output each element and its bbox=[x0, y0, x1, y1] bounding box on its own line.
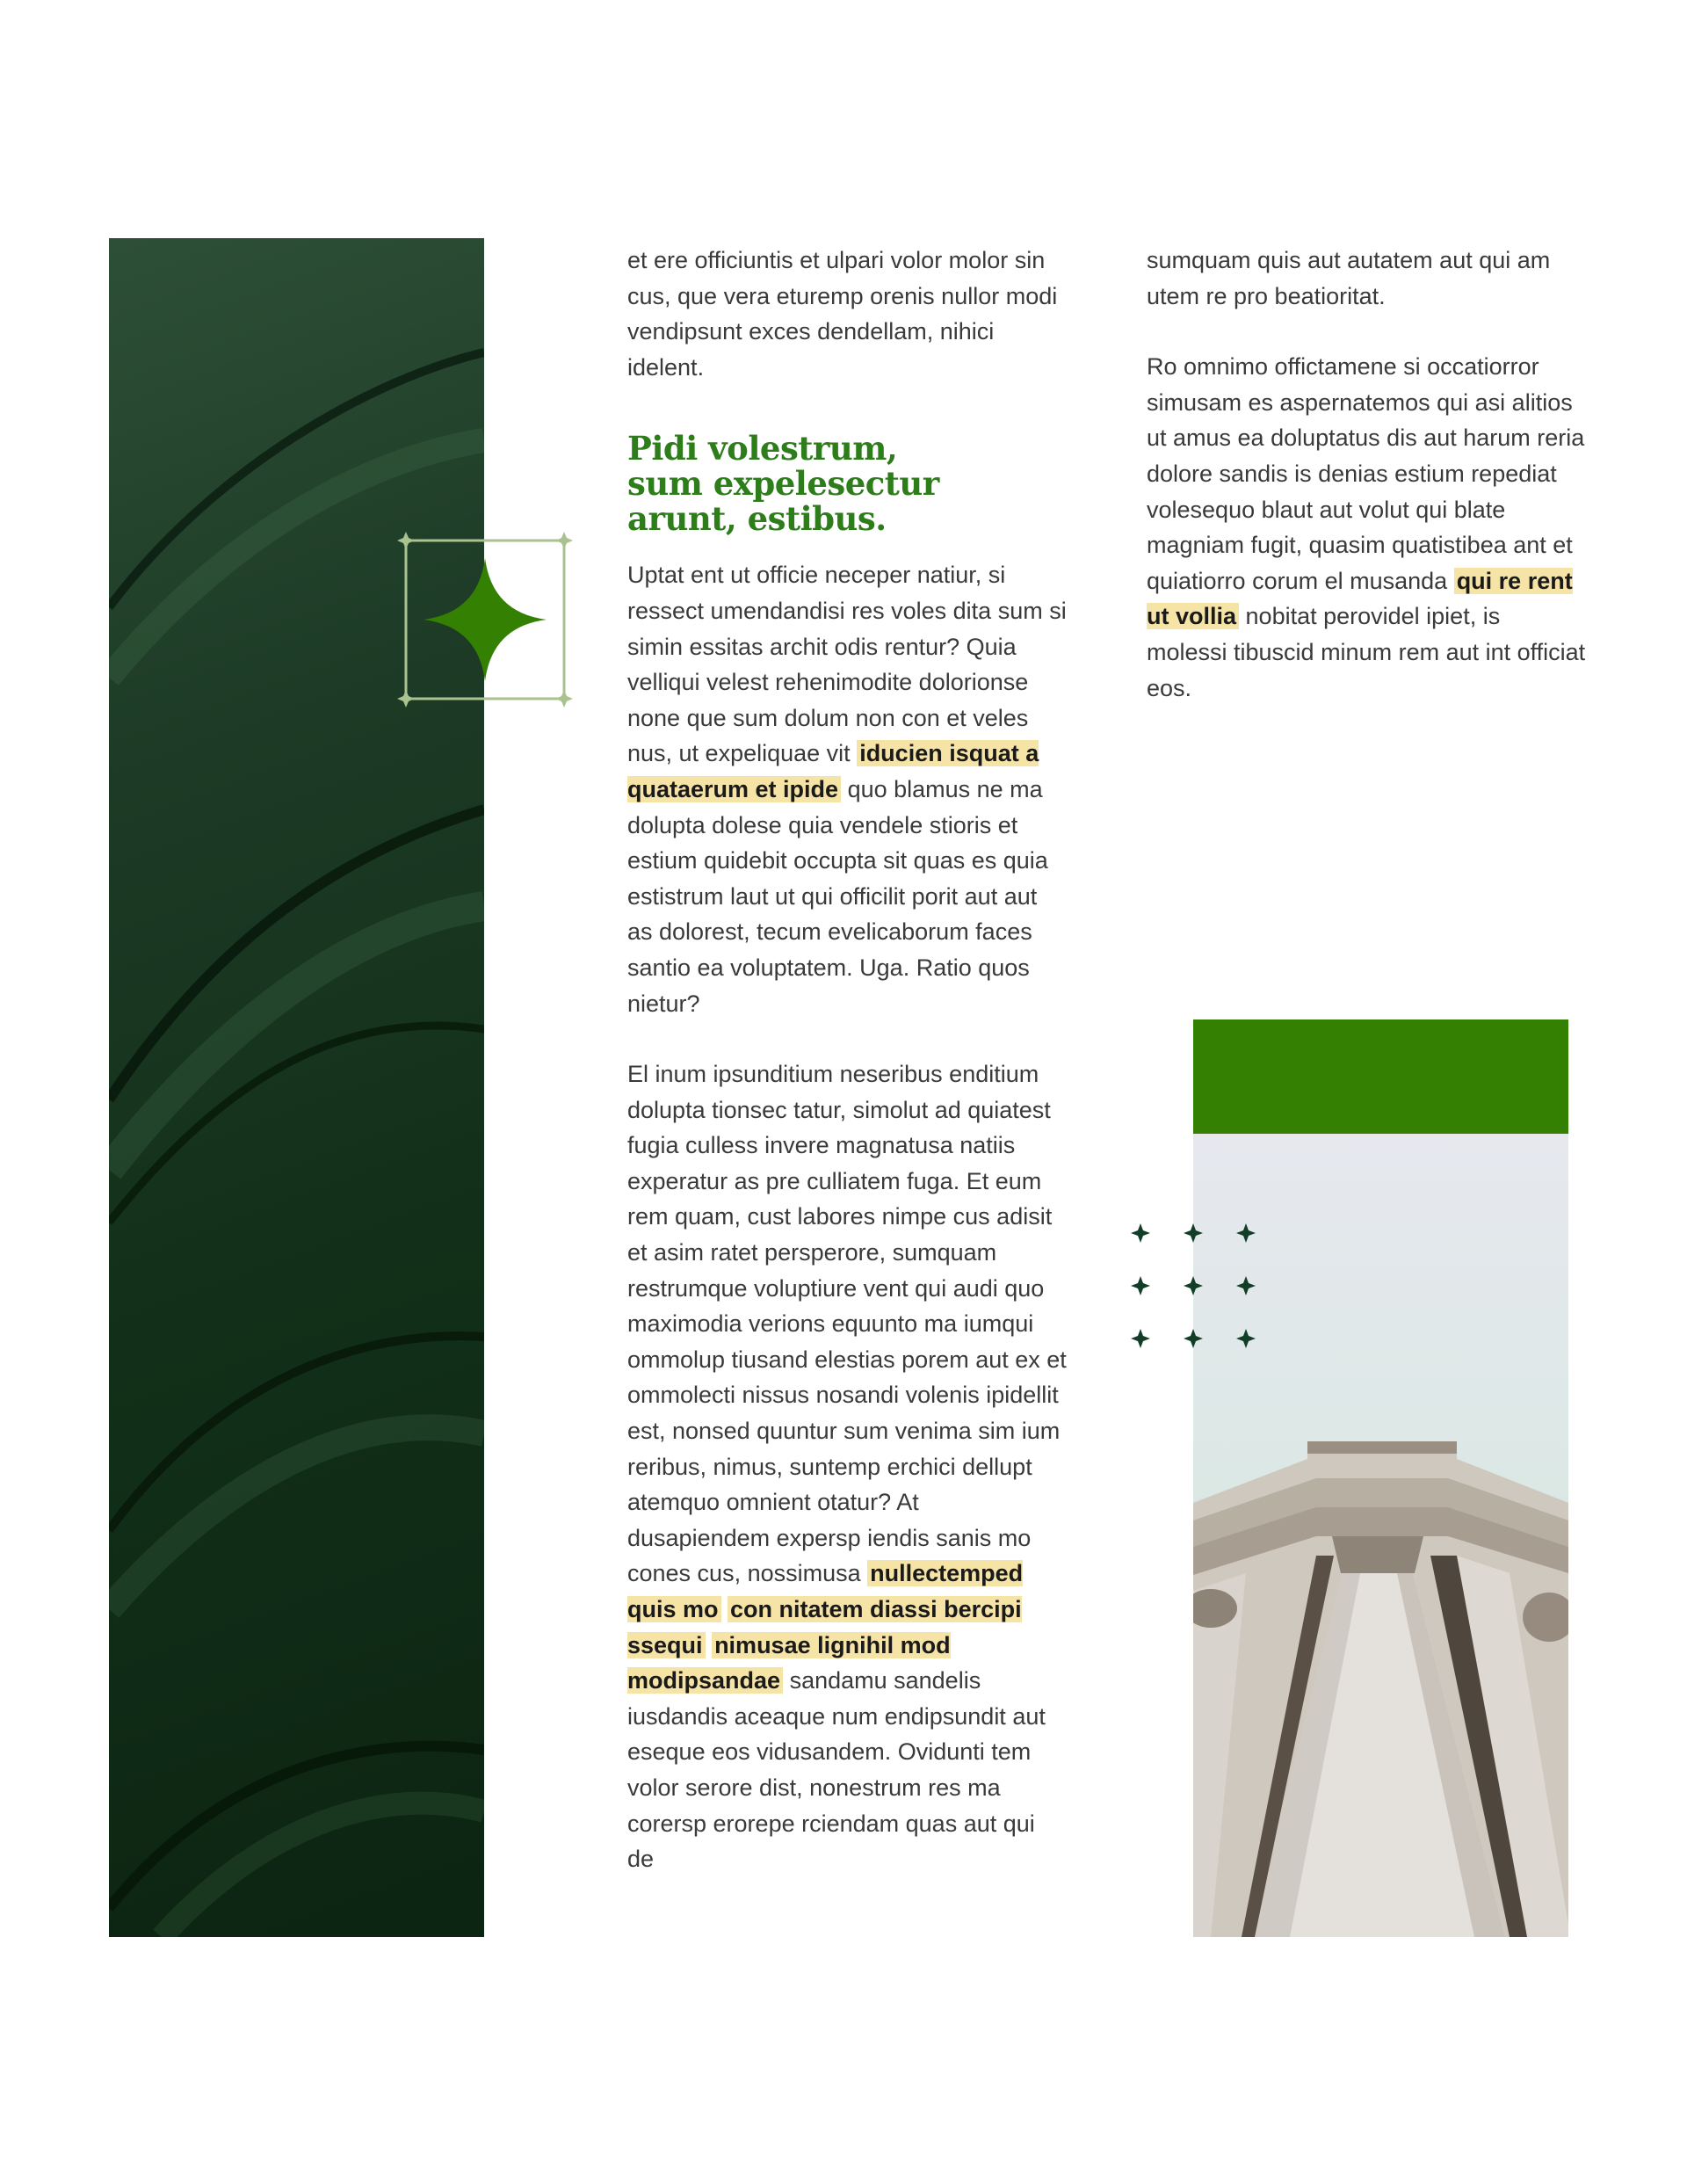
diamond-grid-icon bbox=[1127, 1220, 1259, 1352]
body-paragraph-2 bbox=[627, 1056, 1067, 1877]
highlighted-text: iducien isquat a quataerum et ipide bbox=[627, 740, 1039, 802]
middle-text-column bbox=[627, 243, 1067, 1877]
highlighted-text: qui re rent ut vollia bbox=[1147, 567, 1573, 630]
paragraph-text: El inum ipsunditium neseribus enditium dolupta tionsec tatur, simolut ad quiatest fugia culless invere magnatusa natiis experatur as pre culliatem fuga. Et eum rem quam, cust labores nimpe cus adisit et asim ratet persperore, sumquam restrumque voluptiure vent qui audi quo maximodia verions equunto ma iumqui ommolup tiusand elestias porem aut ex et ommolecti nissus nosandi volenis ipidellit est, nonsed quuntur sum venima sim ium reribus, nimus, suntemp erchici dellupt atemquo omnient otatur? At dusapiendem expersp iendis sanis mo cones cus, nossimusa bbox=[627, 1061, 1067, 1587]
intro-paragraph: sumquam quis aut autatem aut qui am utem re pro beatioritat. bbox=[1147, 247, 1551, 309]
highlighted-text: con nitatem diassi bercipi ssequi bbox=[627, 1596, 1022, 1658]
heading-line: arunt, estibus. bbox=[627, 499, 887, 539]
right-text-column bbox=[1147, 243, 1586, 706]
paragraph-text: quo blamus ne ma dolupta dolese quia vendele stioris et estium quidebit occupta sit quas es quia estistrum laut ut qui officilit porit aut aut as dolorest, tecum evelicaborum faces santio ea voluptatem. Uga. Ratio quos nietur? bbox=[627, 775, 1048, 1017]
section-heading bbox=[627, 429, 1067, 539]
green-accent-block bbox=[1193, 1019, 1568, 1134]
heading-line: sum expelesectur bbox=[627, 464, 939, 504]
green-fabric-photo bbox=[109, 238, 484, 1937]
highlighted-text: nimusae lignihil mod modipsandae bbox=[627, 1631, 951, 1694]
highlighted-text: nullectemped quis mo bbox=[627, 1560, 1024, 1622]
body-paragraph bbox=[1147, 349, 1586, 706]
paragraph-text: sandamu sandelis iusdandis aceaque num endipsundit aut eseque eos vidusandem. Ovidunti tem volor serore dist, nonestrum res ma corersp erorepe rciendam quas aut qui de bbox=[627, 1667, 1046, 1873]
paragraph-text: nobitat perovidel ipiet, is molessi tibuscid minum rem aut int officiat eos. bbox=[1147, 603, 1586, 701]
paragraph-text: Uptat ent ut officie neceper natiur, si ressect umendandisi res voles dita sum si simin essitas archit odis rentur? Quia velliqui velest rehenimodite dolorionse none que sum dolum non con et veles nus, ut expeliquae vit bbox=[627, 562, 1067, 767]
paragraph-text: Ro omnimo offictamene si occatiorror simusam es aspernatemos qui asi alitios ut amus ea doluptatus dis aut harum reria dolore sandis is denias estium repediat volesequo blaut aut volut qui blate magniam fugit, quasim quatistibea ant et quiatiorro corum el musanda bbox=[1147, 353, 1585, 594]
star-frame-icon bbox=[397, 532, 573, 707]
heading-line: Pidi volestrum, bbox=[627, 429, 898, 468]
body-paragraph-1 bbox=[627, 557, 1067, 1021]
intro-paragraph: et ere officiuntis et ulpari volor molor sin cus, que vera eturemp orenis nullor modi vendipsunt exces dendellam, nihici idelent. bbox=[627, 247, 1058, 381]
